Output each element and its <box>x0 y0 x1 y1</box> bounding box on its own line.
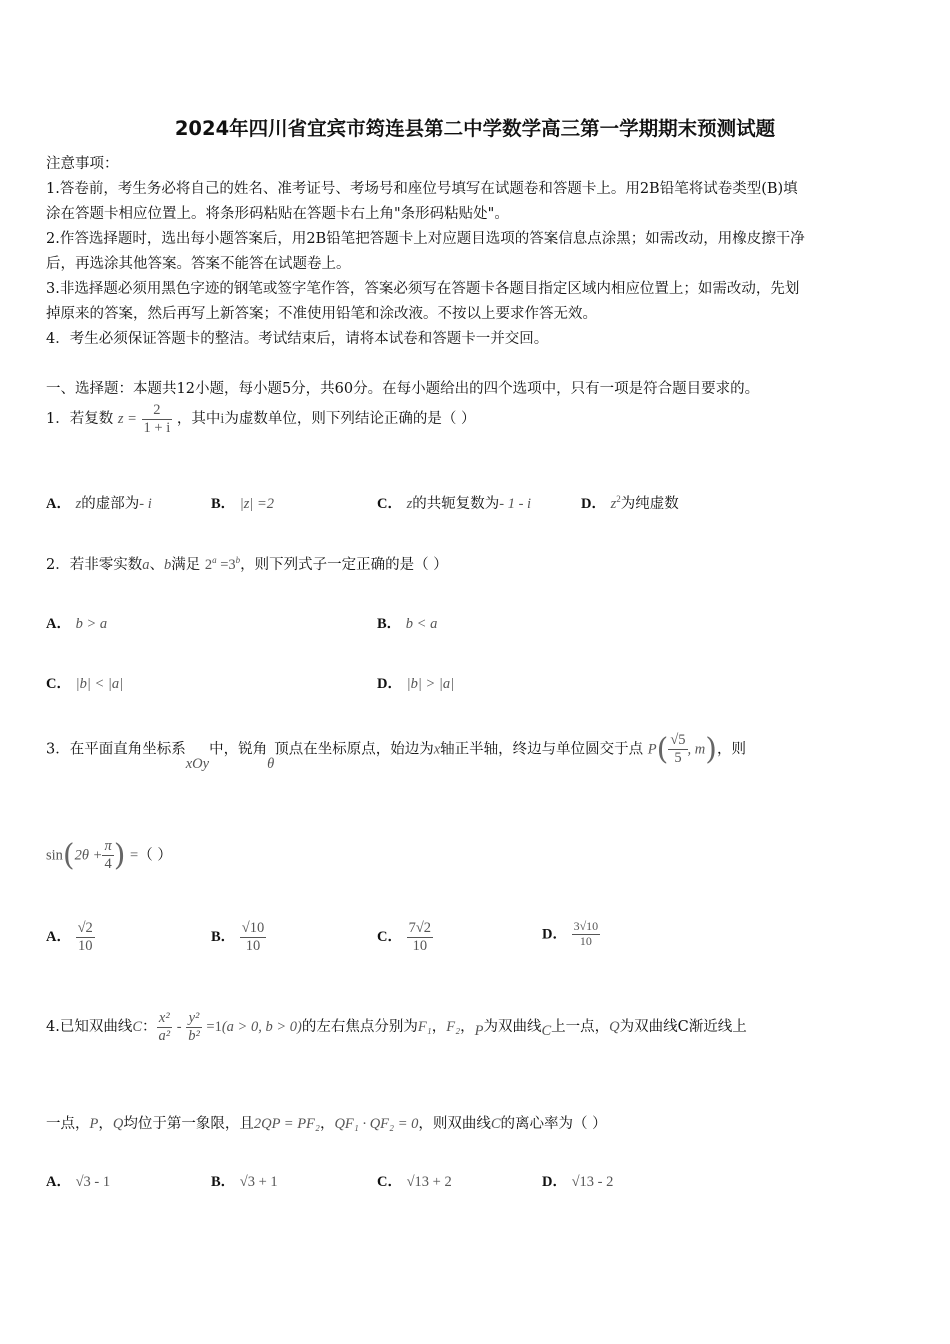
q3-text-4: ，则 <box>717 741 746 758</box>
q1-option-d-text: 为纯虚数 <box>620 496 679 512</box>
q4-q2: Q <box>112 1116 124 1132</box>
q3-four: 4 <box>104 856 112 872</box>
q2-text-2: ，则下列式子一定正确的是（ ） <box>240 557 448 573</box>
q4-minus: - <box>176 1019 182 1036</box>
q1-option-d-label: D． <box>581 496 606 512</box>
q1-option-a-text: 的虚部为 <box>81 496 140 512</box>
q3-option-c-frac <box>407 920 433 954</box>
q3-option-b-label: B． <box>211 929 236 946</box>
question-3 <box>46 732 746 772</box>
q4-vector-eq-2: QF₁ · QF₂ = 0 <box>334 1116 419 1132</box>
q3-option-d-num: 3√10 <box>573 919 599 933</box>
q4-line2-text: 一点， <box>46 1116 90 1132</box>
q1-option-c-z: z <box>406 496 413 512</box>
q3-xoy: xOy <box>185 755 210 772</box>
q4-text-7: 的离心率为（ ） <box>500 1116 607 1132</box>
q3-option-b-num: √10 <box>241 920 265 936</box>
q3-x: x <box>433 741 441 758</box>
q1-option-b-value: |z| =2 <box>239 496 275 512</box>
q4-option-b-value: √3 + 1 <box>239 1174 278 1190</box>
q4-text-3: 上一点， <box>551 1019 610 1036</box>
q3-pi-fraction <box>102 838 113 872</box>
q3-sin: sin <box>46 847 63 864</box>
q4-option-a-label: A． <box>46 1174 71 1190</box>
question-4 <box>46 1010 747 1044</box>
q1-den: 1 + i <box>143 419 171 436</box>
q2-option-c-value: |b| < |a| <box>75 676 124 692</box>
q1-stem: 1．若复数 <box>46 411 114 428</box>
q1-option-a-label: A． <box>46 496 71 512</box>
q2-stem: 2．若非零实数 <box>46 557 143 573</box>
q4-text-1: 的左右焦点分别为 <box>301 1019 418 1036</box>
q3-option-c-den: 10 <box>412 937 428 954</box>
q2-text: 满足 <box>171 557 201 573</box>
q2-option-b-value: b < a <box>405 616 438 632</box>
q1-z: z = <box>117 411 137 428</box>
q1-option-c-value: - 1 - i <box>499 496 532 512</box>
q4-text-6: ，则双曲线 <box>418 1116 491 1132</box>
q1-num: 2 <box>142 402 173 420</box>
q3-option-c-label: C． <box>377 929 402 946</box>
notice-item-1a: 1.答卷前，考生务必将自己的姓名、准考证号、考场号和座位号填写在试题卷和答题卡上。用2B铅笔将试卷类型(B)填 <box>46 181 798 197</box>
q1-option-d-z: z <box>610 496 617 512</box>
q4-q: Q <box>609 1019 620 1036</box>
q3-option-d-frac <box>572 920 601 949</box>
q4-c2: C <box>541 1023 552 1040</box>
question-1 <box>46 402 475 436</box>
q4-stem: 4.已知双曲线 <box>46 1019 133 1036</box>
q2-option-a-label: A． <box>46 616 71 632</box>
q3-p-fraction <box>668 732 687 766</box>
section-heading: 一、选择题：本题共12小题，每小题5分，共60分。在每小题给出的四个选项中，只有一项是符合题目要求的。 <box>46 381 760 397</box>
q2-sep: 、 <box>149 557 164 573</box>
q3-paren-close: ) <box>705 732 717 767</box>
q4-colon: ： <box>142 1019 157 1036</box>
q2-option-c-label: C． <box>46 676 71 692</box>
q2-option-a-value: b > a <box>75 616 108 632</box>
q3-p-m: , m <box>687 741 706 758</box>
q4-vector-eq-1: 2QP = PF₂ <box>253 1116 320 1132</box>
q2-eq-left: 2 <box>204 557 213 573</box>
q4-text-4: 为双曲线C渐近线上 <box>619 1019 747 1036</box>
q2-b: b <box>163 557 172 573</box>
q3-paren-open: ( <box>656 732 669 767</box>
q3-2theta: 2θ + <box>74 847 103 864</box>
q3-stem: 3．在平面直角坐标系 <box>46 741 186 758</box>
q3-option-d-label: D． <box>542 926 567 943</box>
q2-eq-exp-a: a <box>212 555 217 566</box>
q4-x2: x² <box>157 1010 173 1028</box>
q4-option-c-label: C． <box>377 1174 402 1190</box>
q3-blank: （ ） <box>138 847 172 864</box>
q4-comma-4: ， <box>319 1116 335 1132</box>
q3-option-b-frac <box>240 920 266 954</box>
page-title: 2024年四川省宜宾市筠连县第二中学数学高三第一学期期末预测试题 <box>174 117 776 140</box>
q4-b2: b² <box>188 1027 200 1044</box>
q3-text-1: 中，锐角 <box>209 741 268 758</box>
q2-eq-exp-b: b <box>235 555 241 566</box>
q3-option-a-den: 10 <box>77 937 93 954</box>
q4-eq1: =1 <box>206 1019 222 1036</box>
q4-text-5: 均位于第一象限，且 <box>123 1116 254 1132</box>
q4-y-fraction <box>186 1010 202 1044</box>
q3-eq: = <box>130 847 139 864</box>
notice-item-1b: 涂在答题卡相应位置上。将条形码粘贴在答题卡右上角"条形码粘贴处"。 <box>46 206 509 222</box>
q4-a2: a² <box>158 1027 171 1044</box>
q3-p-num: √5 <box>670 732 686 749</box>
q3-option-d-den: 10 <box>579 933 592 948</box>
q3-p-den: 5 <box>674 750 682 766</box>
notice-heading: 注意事项： <box>46 156 119 172</box>
q4-c: C <box>132 1019 143 1036</box>
q3-option-a-label: A． <box>46 929 71 946</box>
q2-eq-right: =3 <box>216 557 236 573</box>
q3-theta: θ <box>267 755 275 772</box>
q4-option-b-label: B． <box>211 1174 236 1190</box>
q3-text-2: 顶点在坐标原点，始边为 <box>274 741 434 758</box>
q4-p2: P <box>89 1116 99 1132</box>
q3-pi: π <box>104 838 112 855</box>
q1-option-c-text: 的共轭复数为 <box>412 496 500 512</box>
q4-comma-2: ， <box>460 1019 475 1036</box>
notice-item-2a: 2.作答选择题时，选出每小题答案后，用2B铅笔把答题卡上对应题目选项的答案信息点涂黑；如需改动，用橡皮擦干净 <box>46 231 805 247</box>
notice-item-2b: 后，再选涂其他答案。答案不能答在试题卷上。 <box>46 256 351 272</box>
q3-point-p: P <box>647 741 657 758</box>
q4-p: P <box>474 1023 484 1040</box>
q1-fraction <box>142 402 173 436</box>
q1-text-2: 为虚数单位，则下列结论正确的是（ ） <box>224 411 476 428</box>
q2-a: a <box>142 557 150 573</box>
q3-option-a-num: √2 <box>77 920 93 936</box>
q3-option-a-frac <box>76 920 95 954</box>
q4-y2: y² <box>186 1010 202 1028</box>
q3-expression <box>46 838 172 873</box>
q2-option-b-label: B． <box>377 616 402 632</box>
q4-x-fraction <box>157 1010 173 1044</box>
q2-option-d-value: |b| > |a| <box>406 676 455 692</box>
q4-option-d-value: √13 - 2 <box>571 1174 614 1190</box>
q2-option-d-label: D． <box>377 676 402 692</box>
q1-option-a-z: z <box>75 496 82 512</box>
notice-item-4: 4．考生必须保证答题卡的整洁。考试结束后，请将本试卷和答题卡一并交回。 <box>46 331 549 347</box>
q4-text-2: 为双曲线 <box>483 1019 542 1036</box>
q1-option-b-label: B． <box>211 496 236 512</box>
q3-sin-paren-close: ) <box>113 838 126 873</box>
q4-f1: F₁ <box>417 1019 432 1036</box>
q1-text: ，其中 <box>176 411 221 428</box>
q4-comma: ， <box>431 1019 447 1036</box>
q3-text-3: 轴正半轴，终边与单位圆交于点 <box>440 741 644 758</box>
q1-option-a-value: - i <box>139 496 152 512</box>
q3-option-c-num: 7√2 <box>408 920 432 936</box>
q4-f2: F₂ <box>446 1019 461 1036</box>
notice-item-3a: 3.非选择题必须用黑色字迹的钢笔或签字笔作答，答案必须写在答题卡各题目指定区域内相应位置上；如需改动，先划 <box>46 281 800 297</box>
question-2 <box>46 553 448 574</box>
q3-option-b-den: 10 <box>245 937 261 954</box>
q1-i: i <box>220 411 225 428</box>
q3-sin-paren-open: ( <box>62 838 75 873</box>
q4-option-c-value: √13 + 2 <box>406 1174 452 1190</box>
notice-item-3b: 掉原来的答案，然后再写上新答案；不准使用铅笔和涂改液。不按以上要求作答无效。 <box>46 306 597 322</box>
q1-option-c-label: C． <box>377 496 402 512</box>
q4-option-a-value: √3 - 1 <box>75 1174 111 1190</box>
question-4-line-2 <box>46 1112 607 1133</box>
q4-c3: C <box>490 1116 501 1132</box>
q4-comma-3: ， <box>98 1116 113 1132</box>
q4-cond: (a > 0, b > 0) <box>221 1019 302 1036</box>
q1-option-d-sup: 2 <box>616 494 621 505</box>
q4-option-d-label: D． <box>542 1174 567 1190</box>
